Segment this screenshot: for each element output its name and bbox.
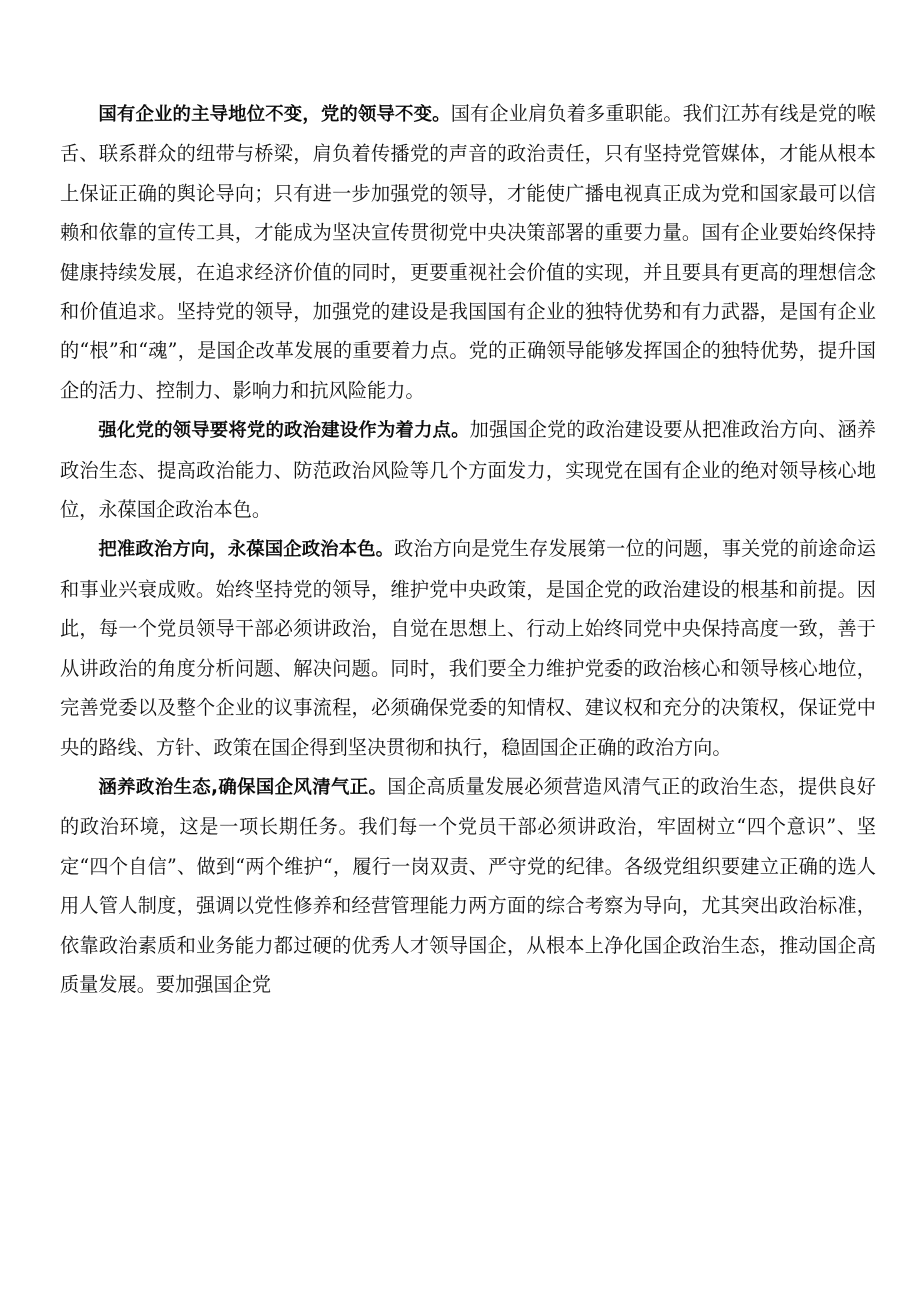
paragraph-body: 国有企业肩负着多重职能。我们江苏有线是党的喉舌、联系群众的纽带与桥梁，肩负着传播党的声音的政治责任，只有坚持党管媒体，才能从根本上保证正确的舆论导向；只有进一步加强党的领导，才能使广播电视真正成为党和国家最可以信赖和依靠的宣传工具，才能成为坚决宣传贯彻党中央决策部署的重要力量。国有企业要始终保持健康持续发展，在追求经济价值的同时，更要重视社会价值的实现，并且要具有更高的理想信念和价值追求。坚持党的领导，加强党的建设是我国国有企业的独特优势和有力武器，是国有企业的“根”和“魂”，是国企改革发展的重要着力点。党的正确领导能够发挥国企的独特优势，提升国企的活力、控制力、影响力和抗风险能力。 [60, 102, 876, 402]
paragraph-leading-role [60, 94, 876, 410]
paragraph-political-building [60, 410, 876, 529]
paragraph-heading: 涵养政治生态,确保国企风清气正。 [98, 776, 388, 798]
paragraph-heading: 强化党的领导要将党的政治建设作为着力点。 [98, 420, 470, 442]
paragraph-political-ecology [60, 767, 876, 1004]
paragraph-body: 加强国企党的政治建设要从把准政治方向、涵养政治生态、提高政治能力、防范政治风险等几个方面发力，实现党在国有企业的绝对领导核心地位，永葆国企政治本色。 [60, 418, 876, 522]
paragraph-political-direction [60, 529, 876, 766]
paragraph-heading: 国有企业的主导地位不变，党的领导不变。 [98, 104, 451, 125]
paragraph-body: 国企高质量发展必须营造风清气正的政治生态，提供良好的政治环境，这是一项长期任务。我们每一个党员干部必须讲政治，牢固树立“四个意识”、坚定“四个自信”、做到“两个维护“，履行一岗双责、严守党的纪律。各级党组织要建立正确的选人用人管人制度，强调以党性修养和经营管理能力两方面的综合考察为导向，尤其突出政治标准，依靠政治素质和业务能力都过硬的优秀人才领导国企，从根本上净化国企政治生态，推动国企高质量发展。要加强国企党 [60, 774, 876, 996]
paragraph-body: 政治方向是党生存发展第一位的问题，事关党的前途命运和事业兴衰成败。始终坚持党的领导，维护党中央政策，是国企党的政治建设的根基和前提。因此，每一个党员领导干部必须讲政治，自觉在思想上、行动上始终同党中央保持高度一致，善于从讲政治的角度分析问题、解决问题。同时，我们要全力维护党委的政治核心和领导核心地位，完善党委以及整个企业的议事流程，必须确保党委的知情权、建议权和充分的决策权，保证党中央的路线、方针、政策在国企得到坚决贯彻和执行，稳固国企正确的政治方向。 [60, 537, 876, 759]
document-page [60, 94, 876, 1004]
paragraph-heading: 把准政治方向，永葆国企政治本色。 [98, 539, 395, 561]
